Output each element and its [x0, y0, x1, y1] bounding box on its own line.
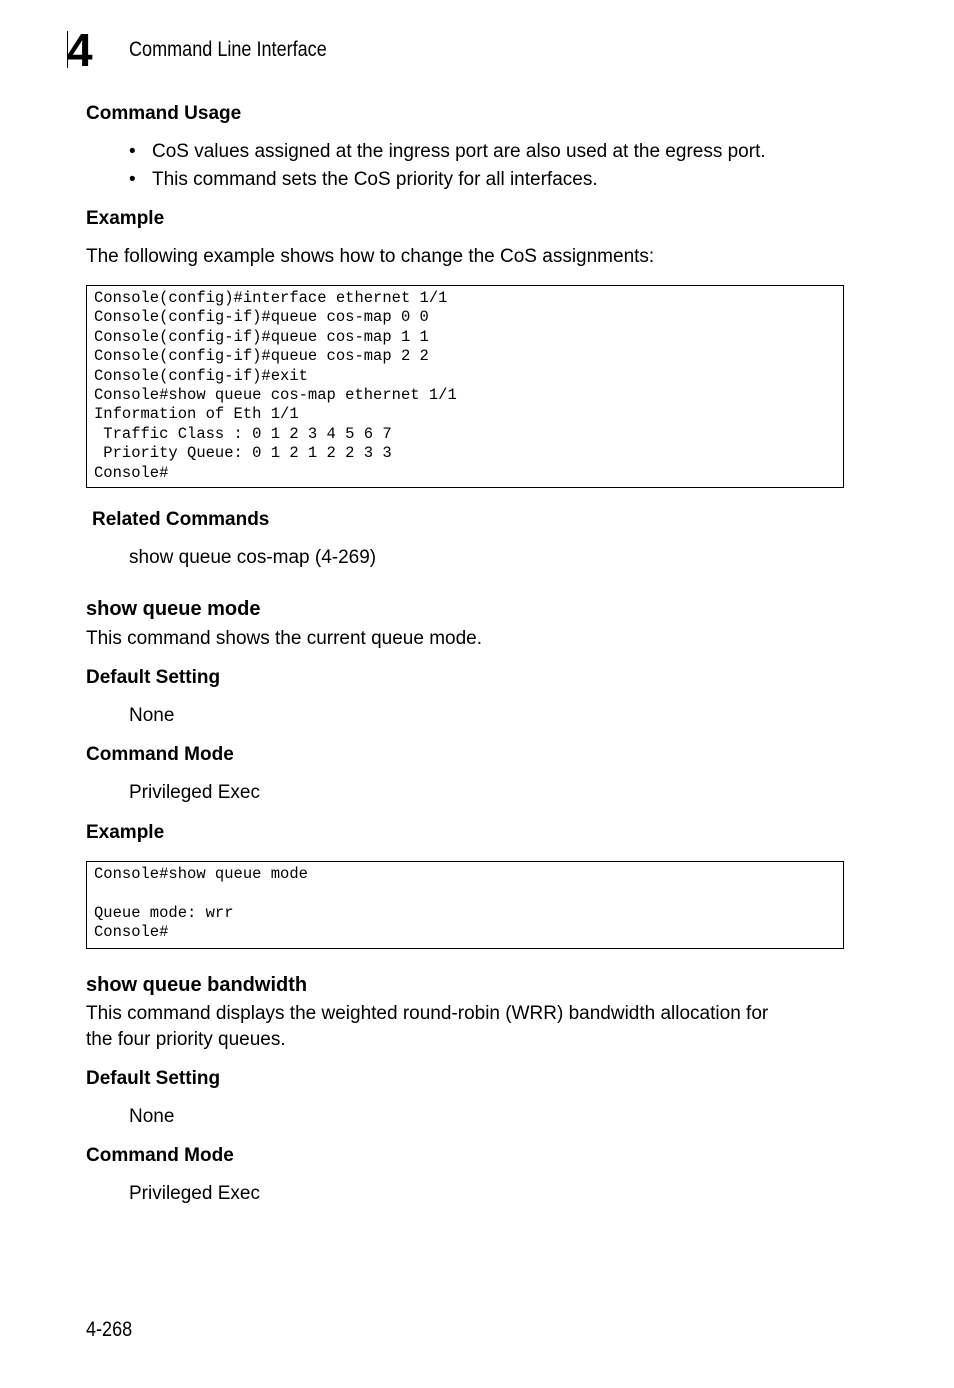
- command-usage-heading: Command Usage: [86, 103, 242, 124]
- code-line: Traffic Class : 0 1 2 3 4 5 6 7: [94, 424, 392, 443]
- page-number: 4-268: [86, 1318, 133, 1341]
- list-item: • This command sets the CoS priority for all interfaces.: [129, 166, 766, 194]
- code-line: Console#: [94, 923, 169, 942]
- list-item: • CoS values assigned at the ingress port are also used at the egress port.: [129, 138, 766, 166]
- example-heading: Example: [86, 208, 165, 229]
- chapter-number: 4: [67, 24, 92, 76]
- code-line: Console#: [94, 463, 169, 482]
- command-description-line: This command displays the weighted round-robin (WRR) bandwidth allocation for: [86, 1003, 769, 1024]
- command-description-line: the four priority queues.: [86, 1029, 286, 1050]
- default-setting-value: None: [129, 1106, 175, 1127]
- code-line: Priority Queue: 0 1 2 1 2 2 3 3: [94, 444, 392, 463]
- command-mode-value: Privileged Exec: [129, 782, 260, 803]
- command-title-show-queue-mode: show queue mode: [86, 598, 261, 620]
- command-description: This command shows the current queue mode.: [86, 628, 483, 649]
- code-line: Console(config-if)#queue cos-map 0 0: [94, 308, 429, 327]
- command-mode-value: Privileged Exec: [129, 1183, 260, 1204]
- command-title-show-queue-bandwidth: show queue bandwidth: [86, 974, 308, 996]
- code-line: [94, 884, 836, 903]
- running-header-title: Command Line Interface: [129, 38, 327, 61]
- default-setting-heading: Default Setting: [86, 667, 221, 688]
- code-line: Console(config)#interface ethernet 1/1: [94, 289, 448, 307]
- code-line: Console#show queue mode: [94, 865, 308, 883]
- command-mode-heading: Command Mode: [86, 1145, 234, 1166]
- example-intro: The following example shows how to change the CoS assignments:: [86, 246, 655, 267]
- code-line: Queue mode: wrr: [94, 903, 234, 922]
- example-heading: Example: [86, 822, 165, 843]
- related-commands-heading: Related Commands: [92, 509, 270, 530]
- related-command-item: show queue cos-map (4-269): [129, 547, 377, 568]
- code-line: Console(config-if)#queue cos-map 1 1: [94, 327, 429, 346]
- code-line: Console#show queue cos-map ethernet 1/1: [94, 385, 457, 404]
- command-usage-list: [129, 138, 766, 194]
- code-line: Information of Eth 1/1: [94, 405, 299, 424]
- code-example-cos-map: [86, 285, 844, 488]
- default-setting-heading: Default Setting: [86, 1068, 221, 1089]
- default-setting-value: None: [129, 705, 175, 726]
- command-mode-heading: Command Mode: [86, 744, 234, 765]
- code-line: Console(config-if)#queue cos-map 2 2: [94, 347, 429, 366]
- code-line: Console(config-if)#exit: [94, 366, 308, 385]
- code-example-queue-mode: [86, 861, 844, 949]
